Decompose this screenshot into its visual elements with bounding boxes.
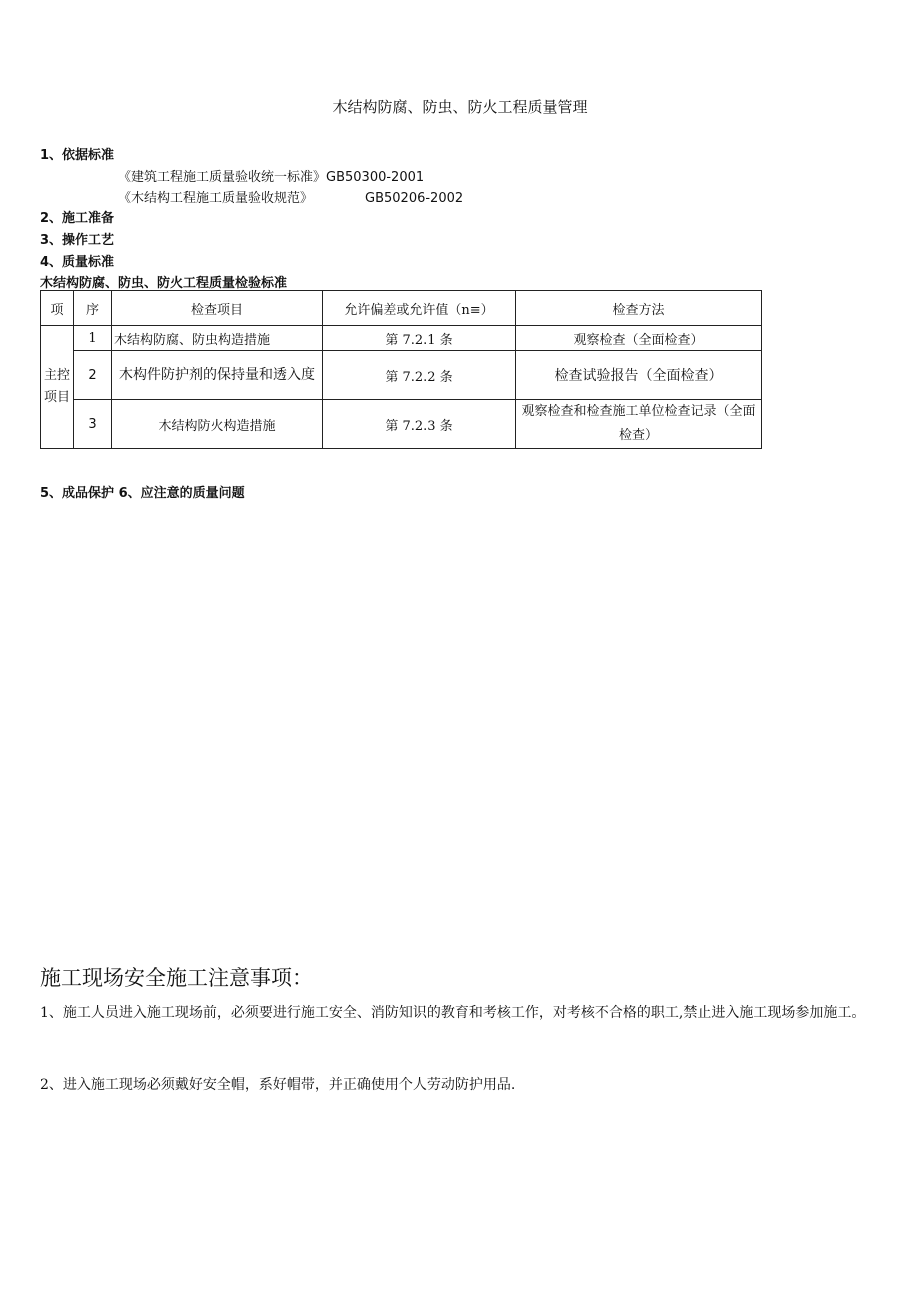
method-cell: 观察检查（全面检查） <box>516 326 762 351</box>
seq-cell: 3 <box>74 400 112 449</box>
header-method: 检查方法 <box>516 291 762 326</box>
table-caption: 木结构防腐、防虫、防火工程质量检验标准 <box>40 276 288 291</box>
standard-1-code: GB50300-2001 <box>326 170 425 185</box>
section-4-heading: 4、质量标准 <box>40 255 115 270</box>
item-cell: 木构件防护剂的保持量和透入度 <box>112 351 323 400</box>
section-5-6-heading: 5、成品保护 6、应注意的质量问题 <box>40 486 245 501</box>
table-header-row <box>41 291 762 326</box>
item-cell: 木结构防腐、防虫构造措施 <box>112 326 323 351</box>
value-cell: 第 7.2.2 条 <box>323 351 516 400</box>
header-item: 检查项目 <box>112 291 323 326</box>
value-cell: 第 7.2.3 条 <box>323 400 516 449</box>
header-seq: 序 <box>74 291 112 326</box>
table-row <box>41 400 762 449</box>
seq-cell: 2 <box>74 351 112 400</box>
table-row <box>41 351 762 400</box>
section-2-heading: 2、施工准备 <box>40 211 115 226</box>
header-value: 允许偏差或允许值（n≡） <box>323 291 516 326</box>
quality-inspection-table <box>40 290 762 449</box>
standard-2 <box>118 187 463 206</box>
seq-cell: 1 <box>74 326 112 351</box>
standard-1-name: 《建筑工程施工质量验收统一标准》 <box>118 170 327 185</box>
table-row <box>41 326 762 351</box>
method-cell: 观察检查和检查施工单位检查记录（全面检查） <box>516 400 762 449</box>
category-cell: 主控项目 <box>41 326 74 449</box>
safety-item-1: 1、施工人员进入施工现场前，必须要进行施工安全、消防知识的教育和考核工作，对考核不合格的职工,禁止进入施工现场参加施工。 <box>40 1005 866 1021</box>
header-category: 项 <box>41 291 74 326</box>
document-title: 木结构防腐、防虫、防火工程质量管理 <box>332 98 588 116</box>
method-cell: 检查试验报告（全面检查） <box>516 351 762 400</box>
standard-2-name: 《木结构工程施工质量验收规范》 <box>118 191 314 206</box>
section-1-heading: 1、依据标准 <box>40 148 115 163</box>
standard-1 <box>118 166 424 185</box>
safety-heading: 施工现场安全施工注意事项： <box>40 966 313 990</box>
safety-item-2: 2、进入施工现场必须戴好安全帽，系好帽带，并正确使用个人劳动防护用品. <box>40 1077 516 1093</box>
value-cell: 第 7.2.1 条 <box>323 326 516 351</box>
item-cell: 木结构防火构造措施 <box>112 400 323 449</box>
standard-2-code: GB50206-2002 <box>365 191 464 206</box>
section-3-heading: 3、操作工艺 <box>40 233 115 248</box>
